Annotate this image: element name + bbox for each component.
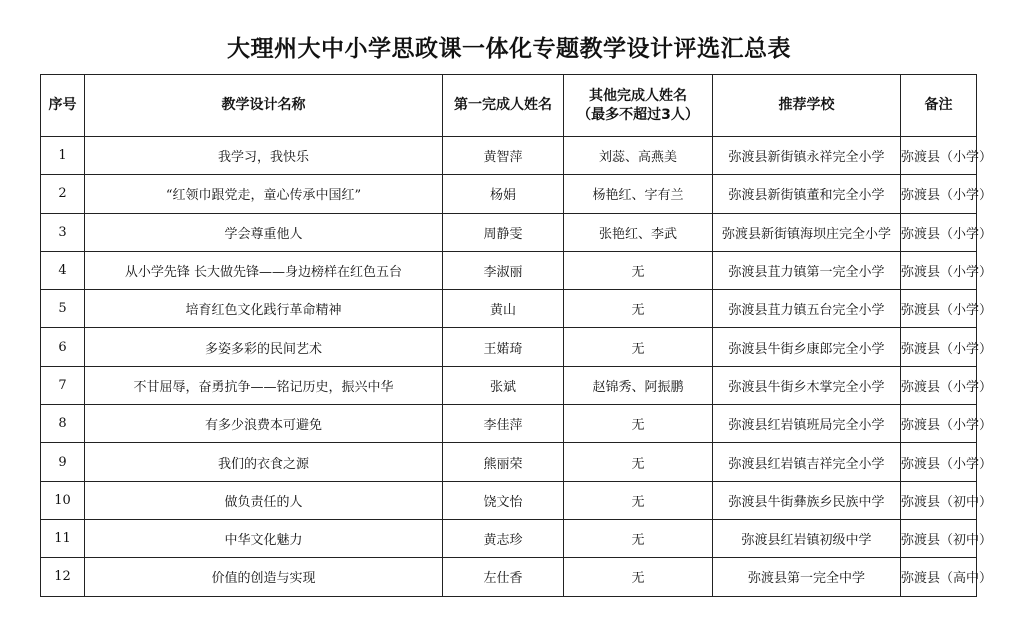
cell-design-name: 中华文化魅力 (85, 519, 443, 557)
cell-design-name: 价值的创造与实现 (85, 558, 443, 596)
cell-design-name: 我学习，我快乐 (85, 137, 443, 175)
cell-school: 弥渡县苴力镇第一完全小学 (713, 251, 901, 289)
cell-first-author: 熊丽荣 (443, 443, 564, 481)
cell-other-authors: 张艳红、李武 (564, 213, 713, 251)
cell-other-authors: 无 (564, 290, 713, 328)
cell-first-author: 张斌 (443, 366, 564, 404)
cell-school: 弥渡县牛街彝族乡民族中学 (713, 481, 901, 519)
cell-index: 6 (41, 328, 85, 366)
page-title: 大理州大中小学思政课一体化专题教学设计评选汇总表 (227, 36, 791, 62)
cell-note: 弥渡县（初中） (901, 481, 977, 519)
cell-note: 弥渡县（初中） (901, 519, 977, 557)
header-first-author: 第一完成人姓名 (443, 75, 564, 137)
header-other-authors-line1: 其他完成人姓名 (589, 87, 687, 104)
cell-first-author: 黄山 (443, 290, 564, 328)
header-index: 序号 (41, 75, 85, 137)
cell-other-authors: 赵锦秀、阿振鹏 (564, 366, 713, 404)
cell-note: 弥渡县（小学） (901, 251, 977, 289)
cell-first-author: 左仕香 (443, 558, 564, 596)
cell-other-authors: 无 (564, 558, 713, 596)
table-row (41, 558, 977, 596)
cell-other-authors: 无 (564, 405, 713, 443)
cell-school: 弥渡县新街镇海坝庄完全小学 (713, 213, 901, 251)
cell-design-name: 培育红色文化践行革命精神 (85, 290, 443, 328)
cell-school: 弥渡县新街镇董和完全小学 (713, 175, 901, 213)
cell-first-author: 黄志珍 (443, 519, 564, 557)
cell-first-author: 黄智萍 (443, 137, 564, 175)
table-row (41, 366, 977, 404)
cell-first-author: 饶文怡 (443, 481, 564, 519)
cell-other-authors: 刘蕊、高燕美 (564, 137, 713, 175)
header-school: 推荐学校 (713, 75, 901, 137)
cell-school: 弥渡县新街镇永祥完全小学 (713, 137, 901, 175)
table-row (41, 175, 977, 213)
cell-other-authors: 无 (564, 481, 713, 519)
cell-index: 5 (41, 290, 85, 328)
cell-index: 2 (41, 175, 85, 213)
cell-design-name: “红领巾跟党走，童心传承中国红” (85, 175, 443, 213)
cell-note: 弥渡县（小学） (901, 328, 977, 366)
cell-other-authors: 杨艳红、字有兰 (564, 175, 713, 213)
cell-first-author: 杨娟 (443, 175, 564, 213)
cell-design-name: 我们的衣食之源 (85, 443, 443, 481)
table-row (41, 405, 977, 443)
cell-school: 弥渡县红岩镇吉祥完全小学 (713, 443, 901, 481)
cell-other-authors: 无 (564, 328, 713, 366)
table-row (41, 213, 977, 251)
cell-index: 8 (41, 405, 85, 443)
cell-index: 9 (41, 443, 85, 481)
cell-first-author: 李佳萍 (443, 405, 564, 443)
cell-index: 4 (41, 251, 85, 289)
cell-design-name: 学会尊重他人 (85, 213, 443, 251)
cell-school: 弥渡县第一完全中学 (713, 558, 901, 596)
cell-design-name: 有多少浪费本可避免 (85, 405, 443, 443)
cell-first-author: 周静雯 (443, 213, 564, 251)
cell-index: 7 (41, 366, 85, 404)
cell-design-name: 做负责任的人 (85, 481, 443, 519)
cell-index: 3 (41, 213, 85, 251)
cell-note: 弥渡县（小学） (901, 405, 977, 443)
header-other-authors-line2: （最多不超过3人） (577, 106, 699, 123)
cell-note: 弥渡县（小学） (901, 213, 977, 251)
cell-school: 弥渡县红岩镇班局完全小学 (713, 405, 901, 443)
cell-note: 弥渡县（高中） (901, 558, 977, 596)
cell-note: 弥渡县（小学） (901, 443, 977, 481)
cell-school: 弥渡县红岩镇初级中学 (713, 519, 901, 557)
cell-other-authors: 无 (564, 443, 713, 481)
table-row (41, 481, 977, 519)
cell-school: 弥渡县苴力镇五台完全小学 (713, 290, 901, 328)
cell-index: 10 (41, 481, 85, 519)
cell-school: 弥渡县牛街乡木掌完全小学 (713, 366, 901, 404)
cell-note: 弥渡县（小学） (901, 175, 977, 213)
header-row (41, 75, 977, 137)
cell-other-authors: 无 (564, 519, 713, 557)
cell-note: 弥渡县（小学） (901, 290, 977, 328)
cell-design-name: 不甘屈辱，奋勇抗争——铭记历史，振兴中华 (85, 366, 443, 404)
header-other-authors (564, 75, 713, 137)
table-row (41, 519, 977, 557)
cell-design-name: 从小学先锋 长大做先锋——身边榜样在红色五台 (85, 251, 443, 289)
table-row (41, 328, 977, 366)
table-row (41, 290, 977, 328)
cell-index: 11 (41, 519, 85, 557)
cell-first-author: 李淑丽 (443, 251, 564, 289)
cell-design-name: 多姿多彩的民间艺术 (85, 328, 443, 366)
cell-first-author: 王婼琦 (443, 328, 564, 366)
table-row (41, 137, 977, 175)
summary-table (40, 74, 993, 597)
header-note: 备注 (901, 75, 977, 137)
cell-note: 弥渡县（小学） (901, 137, 977, 175)
cell-note: 弥渡县（小学） (901, 366, 977, 404)
cell-other-authors: 无 (564, 251, 713, 289)
cell-index: 1 (41, 137, 85, 175)
header-design-name: 教学设计名称 (85, 75, 443, 137)
table-row (41, 443, 977, 481)
table-row (41, 251, 977, 289)
cell-school: 弥渡县牛街乡康郎完全小学 (713, 328, 901, 366)
cell-index: 12 (41, 558, 85, 596)
